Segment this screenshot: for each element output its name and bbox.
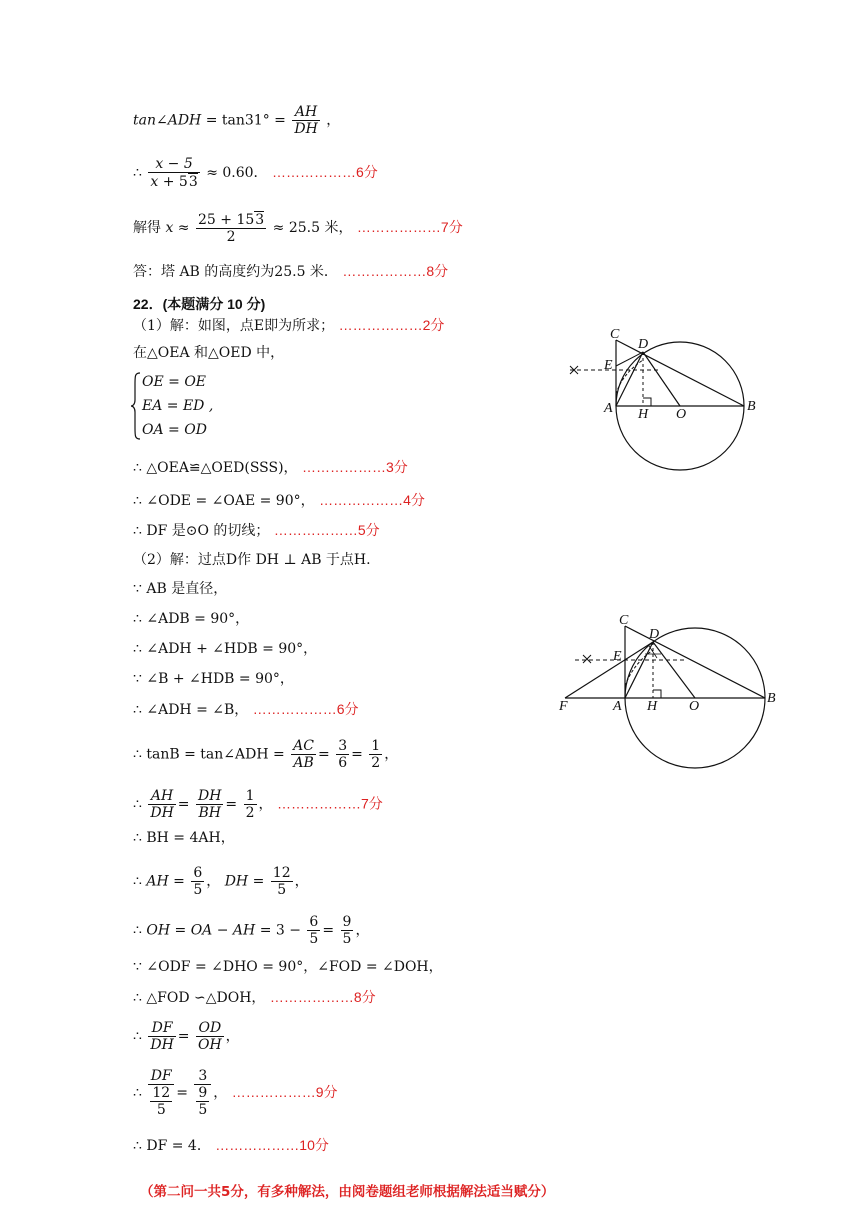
punct: ， (326, 112, 341, 129)
score-mark: ………………6分 (272, 164, 378, 180)
step-diameter: ∵ AB 是直径， (133, 581, 228, 597)
score-mark: ………………3分 (302, 459, 408, 475)
step-adh-hdb: ∴ ∠ADH + ∠HDB = 90°， (133, 641, 318, 657)
tanb-text: ∴ tanB = tan∠ADH = (133, 746, 285, 763)
fraction-ah-dh: $\frac{AH}{DH}$ (294, 104, 318, 137)
fraction-12-5: $\frac{12}{5}$ (272, 865, 291, 898)
fraction-dh-bh: $\frac{DH}{BH}$ (197, 788, 222, 821)
fraction-6-5: $\frac{6}{5}$ (193, 865, 203, 898)
label-f: F (559, 699, 568, 714)
step-tanb: ∴ tanB = tan∠ADH = $\frac{AC}{AB}$ = $\frac{3}{6}$ = $\frac{1}{2}$ ， (133, 738, 399, 771)
solve-prefix: 解得 (133, 220, 161, 236)
label-h: H (647, 699, 658, 714)
step-adb: ∴ ∠ADB = 90°， (133, 611, 250, 627)
fraction-od-oh: $\frac{OD}{OH}$ (197, 1020, 222, 1053)
step-df-values: ∴ $\frac{DF}{\frac{12}{5}}$ = $\frac{3}{\frac{9}{5}}$ ， ………………9分 (133, 1068, 338, 1118)
label-a: A (613, 699, 622, 714)
label-o: O (676, 407, 687, 422)
fraction-6-5b: $\frac{6}{5}$ (309, 914, 319, 947)
system-eq-3: OA = OD (142, 422, 207, 438)
fraction-df-dh: $\frac{DF}{DH}$ (150, 1020, 174, 1053)
label-e: E (604, 358, 613, 373)
answer-text: 答：塔 AB 的高度约为25.5 米． (133, 264, 338, 280)
score-mark: ………………5分 (273, 522, 380, 538)
step-df-result (133, 1136, 329, 1155)
label-b: B (747, 399, 756, 414)
step-adh-b (133, 700, 359, 719)
approx-value: ≈ 0.60． (206, 165, 268, 181)
similar-text: ∴ △FOD ∽△DOH， (133, 990, 266, 1006)
step-oh: ∴ OH = OA − AH = 3 − $\frac{6}{5}$ = $\frac{9}{5}$ ， (133, 914, 370, 947)
part1-text: （1）解：如图，点E即为所求； (133, 318, 335, 334)
geometry-figure-2 (555, 610, 785, 770)
score-mark: ………………9分 (231, 1084, 338, 1100)
label-o: O (689, 699, 700, 714)
score-mark: ………………4分 (319, 492, 425, 508)
label-a: A (604, 401, 613, 416)
fraction-df-12-5: $\frac{DF}{\frac{12}{5}}$ (148, 1068, 174, 1118)
system-eq-2: EA = ED , (142, 398, 214, 414)
label-h: H (638, 407, 649, 422)
system-eq-1: OE = OE (142, 374, 207, 390)
adh-b-text: ∴ ∠ADH = ∠B， (133, 702, 249, 718)
ratio-approx-line: ∴ $\frac{x - 5}{x + 53}$ ≈ 0.60． ………………6分 (133, 156, 378, 190)
conclusion-tangent (133, 521, 380, 540)
angle-text: ∴ ∠ODE = ∠OAE = 90°， (133, 493, 315, 509)
solution-value: ≈ 25.5 米， (272, 220, 353, 236)
conclusion-angle (133, 491, 425, 510)
grading-note: （第二问一共5分，有多种解法，由阅卷题组老师根据解法适当赋分） (140, 1184, 555, 1200)
step-df-ratio: ∴ $\frac{DF}{DH}$ = $\frac{OD}{OH}$ ， (133, 1020, 240, 1053)
question-22-heading: 22．(本题满分 10 分) (133, 296, 266, 312)
answer-line (133, 262, 448, 281)
label-d: D (638, 337, 649, 352)
fraction-3-6: $\frac{3}{6}$ (338, 738, 348, 771)
score-mark: ………………6分 (252, 701, 359, 717)
tangent-text: ∴ DF 是⊙O 的切线； (133, 523, 270, 539)
step-bh: ∴ BH = 4AH， (133, 830, 235, 846)
brace-icon (131, 372, 141, 440)
label-b: B (767, 691, 776, 706)
step-b-hdb: ∵ ∠B + ∠HDB = 90°， (133, 671, 294, 687)
step-ah-dh: ∴ $\frac{AH}{DH}$ = $\frac{DH}{BH}$ = $\frac{1}{2}$ ， ………………7分 (133, 788, 383, 821)
fraction-ac-ab: $\frac{AC}{AB}$ (293, 738, 314, 771)
geometry-figure-1 (560, 322, 780, 472)
fraction-ah-dh-2: $\frac{AH}{DH}$ (150, 788, 174, 821)
part2-line: （2）解：过点D作 DH ⊥ AB 于点H. (133, 552, 371, 568)
score-mark: ………………7分 (276, 795, 383, 812)
fraction-9-5: $\frac{9}{5}$ (342, 914, 352, 947)
fraction-1-2: $\frac{1}{2}$ (371, 738, 381, 771)
part1-line (133, 316, 444, 335)
congruent-text: ∴ △OEA≌△OED(SSS)， (133, 460, 298, 476)
triangle-intro: 在△OEA 和△OED 中， (133, 345, 285, 361)
score-mark: ………………7分 (356, 219, 463, 235)
fraction-solution: $\frac{25 + 153}{2}$ (198, 212, 265, 245)
step-ah-dh-values: ∴ AH = $\frac{6}{5}$ ， DH = $\frac{12}{5}$ ， (133, 865, 309, 898)
fraction-half: $\frac{1}{2}$ (245, 788, 255, 821)
score-mark: ………………8分 (269, 989, 376, 1005)
df-result-text: ∴ DF = 4． (133, 1138, 211, 1154)
label-c: C (610, 327, 620, 342)
step-similar (133, 988, 376, 1007)
solve-x-line: 解得 x ≈ $\frac{25 + 153}{2}$ ≈ 25.5 米， ………………7分 (133, 212, 463, 245)
label-e: E (613, 649, 622, 664)
step-angles: ∵ ∠ODF = ∠DHO = 90°，∠FOD = ∠DOH， (133, 959, 443, 975)
label-d: D (649, 627, 660, 642)
tan-adh-equation: tan∠ADH = tan31° = $\frac{AH}{DH}$ ， (133, 104, 341, 137)
conclusion-congruent (133, 458, 408, 477)
fraction-x-expression: $\frac{x - 5}{x + 53}$ (150, 156, 198, 190)
fraction-3-9-5: $\frac{3}{\frac{9}{5}}$ (194, 1068, 211, 1118)
score-mark: ………………2分 (338, 317, 445, 333)
label-c: C (619, 613, 629, 628)
score-mark: ………………10分 (215, 1137, 329, 1153)
score-mark: ………………8分 (342, 263, 449, 279)
